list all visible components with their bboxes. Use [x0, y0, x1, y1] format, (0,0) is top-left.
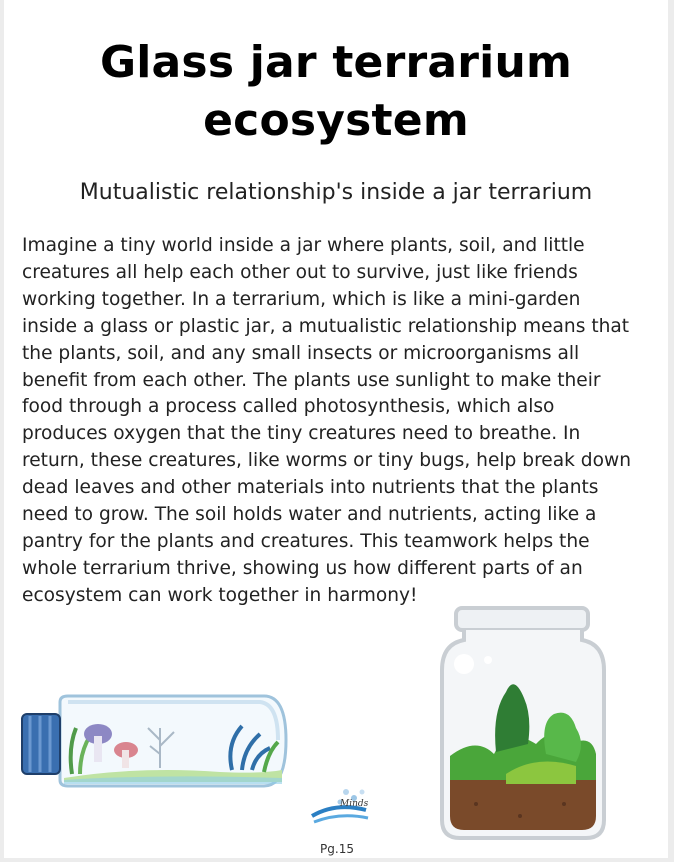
page-title — [4, 34, 668, 150]
body-line: need to grow. The soil holds water and nutrients, acting like a — [22, 504, 597, 526]
body-line: food through a process called photosynthesis, which also — [22, 396, 555, 418]
worksheet-page — [4, 0, 668, 858]
body-line: whole terrarium thrive, showing us how different parts of an — [22, 557, 583, 579]
body-line: ecosystem can work together in harmony! — [22, 584, 418, 606]
body-paragraph — [22, 233, 662, 610]
body-line: pantry for the plants and creatures. This teamwork helps the — [22, 530, 590, 552]
body-line: inside a glass or plastic jar, a mutualistic relationship means that — [22, 315, 630, 337]
body-line: benefit from each other. The plants use sunlight to make their — [22, 369, 601, 391]
title-line-1: Glass jar terrarium — [99, 37, 573, 88]
body-line: working together. In a terrarium, which is like a mini-garden — [22, 288, 581, 310]
body-line: Imagine a tiny world inside a jar where plants, soil, and little — [22, 235, 585, 256]
logo-text: Minds — [340, 799, 369, 809]
body-line: dead leaves and other materials into nutrients that the plants — [22, 477, 599, 499]
body-line: creatures all help each other out to survive, just like friends — [22, 261, 578, 283]
body-line: the plants, soil, and any small insects or microorganisms all — [22, 342, 580, 364]
body-line: return, these creatures, like worms or tiny bugs, help break down — [22, 450, 631, 472]
page-subtitle: Mutualistic relationship's inside a jar terrarium — [79, 180, 593, 205]
body-line: produces oxygen that the tiny creatures need to breathe. In — [22, 423, 581, 445]
title-line-2: ecosystem — [203, 95, 469, 146]
page-number: Pg.15 — [320, 842, 354, 856]
jar-terrarium-illustration — [436, 604, 610, 844]
bottle-terrarium-illustration — [20, 688, 292, 794]
